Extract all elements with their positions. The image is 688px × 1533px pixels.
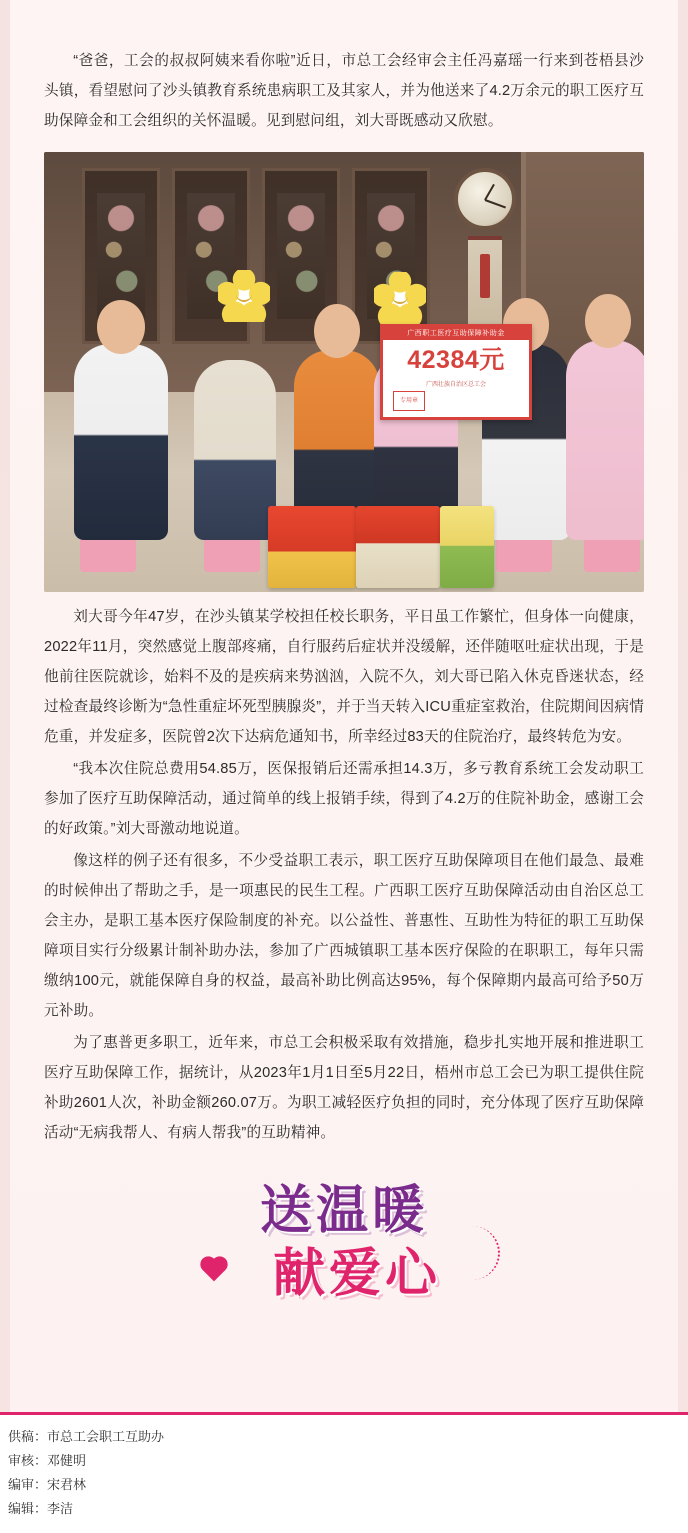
person-head [97,300,145,354]
photo-visit-scene [44,152,644,592]
footer-editor-in-chief: 编审：宋君林 [8,1477,87,1492]
cheque-amount: 42384元 [407,346,505,374]
cheque-title: 广西职工医疗互助保障补助金 [383,327,529,340]
article-paragraph-1: “爸爸，工会的叔叔阿姨来看你啦”近日，市总工会经审会主任冯嘉瑶一行来到苍梧县沙头镇，看望慰问了沙头镇教育系统患病职工及其家人，并为他送来了4.2万余元的职工医疗互助保障金和工会组织的关怀温暖。见到慰问组，刘大哥既感动又欣慰。 [44,53,644,129]
footer-editor: 编辑：李洁 [8,1501,74,1516]
person-seated [566,340,644,540]
wall-scroll [468,236,502,336]
campaign-logo-art [184,1180,504,1306]
person-head [314,304,360,358]
gift-box [356,506,440,588]
photo-canvas [44,152,644,592]
article-paragraph-3: “我本次住院总费用54.85万，医保报销后还需承担14.3万，多亏教育系统工会发动职工参加了医疗互助保障活动，通过简单的线上报销手续，得到了4.2万的住院补助金，感谢工会的好政策。”刘大哥激动地说道。 [44,761,644,837]
article-footer [0,1412,688,1533]
flower-sticker-icon [218,270,270,322]
dotted-arc-decoration [444,1226,500,1280]
flower-sticker-icon [374,272,426,324]
cheque-seal: 专用章 [393,391,425,411]
person-seated [74,344,168,540]
campaign-logo-line2: 献爱心 [272,1243,441,1304]
cheque-subtitle: 广西壮族自治区总工会 [425,382,486,388]
campaign-logo-line1: 送温暖 [259,1180,428,1241]
gift-box [440,506,494,588]
article-paragraph-2: 刘大哥今年47岁，在沙头镇某学校担任校长职务，平日虽工作繁忙，但身体一向健康，2022年11月，突然感觉上腹部疼痛，自行服药后症状并没缓解，还伴随呕吐症状出现，于是他前往医院就诊，始料不及的是疾病来势汹汹，入院不久，刘大哥已陷入休克昏迷状态，经过检查最终诊断为“急性重症坏死型胰腺炎”，并于当天转入ICU重症室救治，住院期间因病情危重，并发症多，医院曾2次下达病危通知书，所幸经过83天的住院治疗，最终转危为安。 [44,609,644,745]
gift-box [268,506,356,588]
person-seated [194,360,276,540]
campaign-logo [44,1174,644,1364]
oversized-cheque [380,324,532,420]
footer-contributor: 供稿：市总工会职工互助办 [8,1429,165,1444]
article-paragraph-4: 像这样的例子还有很多，不少受益职工表示，职工医疗互助保障项目在他们最急、最难的时候伸出了帮助之手，是一项惠民的民生工程。广西职工医疗互助保障活动由自治区总工会主办，是职工基本医疗保险制度的补充。以公益性、普惠性、互助性为特征的职工互助保障项目实行分级累计制补助办法，参加了广西城镇职工基本医疗保险的在职职工，每年只需缴纳100元，就能保障自身的权益，最高补助比例高达95%，每个保障期内最高可给予50万元补助。 [44,853,644,1019]
footer-reviewer: 审核：邓健明 [8,1453,87,1468]
wall-clock-icon [454,168,516,230]
person-head [585,294,631,348]
article-paragraph-5: 为了惠普更多职工，近年来，市总工会积极采取有效措施，稳步扎实地开展和推进职工医疗互助保障工作，据统计，从2023年1月1日至5月22日，梧州市总工会已为职工提供住院补助2601人次，补助金额260.07万。为职工减轻医疗负担的同时，充分体现了医疗互助保障活动“无病我帮人、有病人帮我”的互助精神。 [44,1035,644,1141]
